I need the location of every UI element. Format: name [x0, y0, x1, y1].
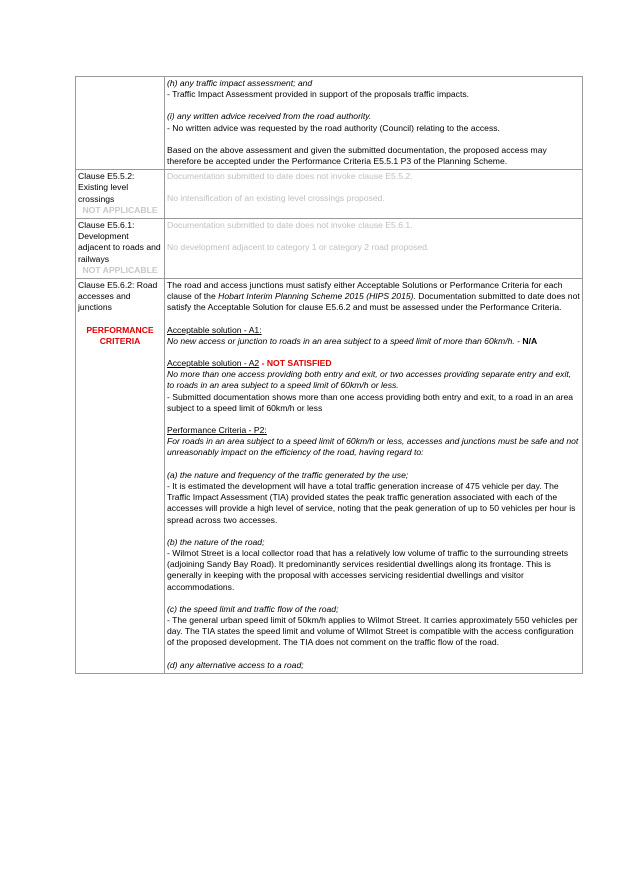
assessment-cell: [165, 279, 583, 674]
section-heading: Performance Criteria - P2:: [167, 425, 267, 436]
criterion-label: (a) the nature and frequency of the traffic generated by the use;: [167, 469, 409, 480]
assessment-text: No intensification of an existing level crossings proposed.: [167, 193, 385, 204]
assessment-cell: [165, 77, 583, 170]
clause-cell: [76, 219, 165, 279]
criterion-label: (i) any written advice received from the road authority.: [167, 111, 372, 122]
section-heading: Acceptable solution - A1:: [167, 324, 262, 335]
criterion-label: (c) the speed limit and traffic flow of the road;: [167, 603, 339, 614]
status-badge: PERFORMANCE CRITERIA: [86, 324, 154, 346]
assessment-text: - No written advice was requested by the road authority (Council) relating to the access.: [167, 122, 500, 133]
section-heading-line: Acceptable solution - A2 - NOT SATISFIED: [167, 358, 332, 369]
assessment-text: Documentation submitted to date does not invoke clause E5.6.1.: [167, 220, 413, 231]
table-row: [76, 279, 583, 674]
result-badge: NOT SATISFIED: [266, 358, 332, 369]
assessment-cell: [165, 170, 583, 219]
solution-text: No new access or junction to roads in an area subject to a speed limit of more than 60km/h. - N/A: [167, 335, 538, 346]
assessment-table: [75, 76, 583, 674]
clause-cell: [76, 77, 165, 170]
table-row: [76, 170, 583, 219]
result-badge: N/A: [522, 335, 538, 346]
assessment-text: - Submitted documentation shows more than one access providing both entry and exit, to a road in an area subject to a speed limit of 60km/h or less: [167, 391, 574, 413]
assessment-text: - The general urban speed limit of 50km/h applies to Wilmot Street. It carries approximately 550 vehicles per day. The TIA states the speed limit and volume of Wilmot Street is compatible with the access configuration of the proposed development. The TIA does not comment on the traffic flow of the road.: [167, 614, 578, 648]
clause-cell: [76, 170, 165, 219]
assessment-cell: [165, 219, 583, 279]
assessment-text: - It is estimated the development will have a total traffic generation increase of 475 vehicle per day. The Traffic Impact Assessment (TIA) provided states the peak traffic generation associated with each of the accesses will provide a high level of service, noting that the peak generation of up to 50 vehicles per hour is spread across two accesses.: [167, 480, 576, 525]
assessment-text: No development adjacent to category 1 or category 2 road proposed.: [167, 242, 430, 253]
assessment-text: - Wilmot Street is a local collector road that has a relatively low volume of traffic to the surrounding streets (adjoining Sandy Bay Road). It predominantly services residential dwellings along its frontage. This is generally in keeping with the proposal with accesses servicing residential dwellings and visitor accommodations.: [167, 547, 569, 592]
section-heading: Acceptable solution - A2: [167, 358, 260, 369]
clause-title: Clause E5.6.2: Road accesses and junctions: [78, 280, 158, 313]
conclusion-text: Based on the above assessment and given the submitted documentation, the proposed access may therefore be accepted under the Performance Criteria E5.5.1 P3 of the Planning Scheme.: [167, 144, 547, 167]
status-badge: NOT APPLICABLE: [82, 204, 158, 215]
table-row: [76, 219, 583, 279]
assessment-text: Documentation submitted to date does not invoke clause E5.5.2.: [167, 171, 413, 182]
solution-text: No more than one access providing both entry and exit, or two accesses providing separate entry and exit, to roads in an area subject to a speed limit of 60km/h or less.: [167, 369, 572, 391]
criterion-label: (h) any traffic impact assessment; and: [167, 78, 313, 88]
clause-title: Clause E5.6.1: Development adjacent to roads and railways: [78, 220, 161, 264]
intro-text: The road and access junctions must satisfy either Acceptable Solutions or Performance Criteria for each clause of the Hobart Interim Planning Scheme 2015 (HIPS 2015). Documentation submitted to date does not satisfy the Acceptable Solution for clause E5.6.2 and must be assessed under the Performance Criteria.: [167, 280, 580, 313]
criterion-label: (d) any alternative access to a road;: [167, 659, 304, 670]
criterion-label: (b) the nature of the road;: [167, 536, 265, 547]
clause-cell: [76, 279, 165, 674]
table-row: [76, 77, 583, 170]
status-badge: NOT APPLICABLE: [82, 264, 158, 275]
assessment-text: - Traffic Impact Assessment provided in support of the proposals traffic impacts.: [167, 89, 470, 100]
clause-title: Clause E5.5.2: Existing level crossings: [78, 171, 135, 204]
criteria-text: For roads in an area subject to a speed limit of 60km/h or less, accesses and junctions must be safe and not unreasonably impact on the efficiency of the road, having regard to:: [167, 436, 579, 458]
